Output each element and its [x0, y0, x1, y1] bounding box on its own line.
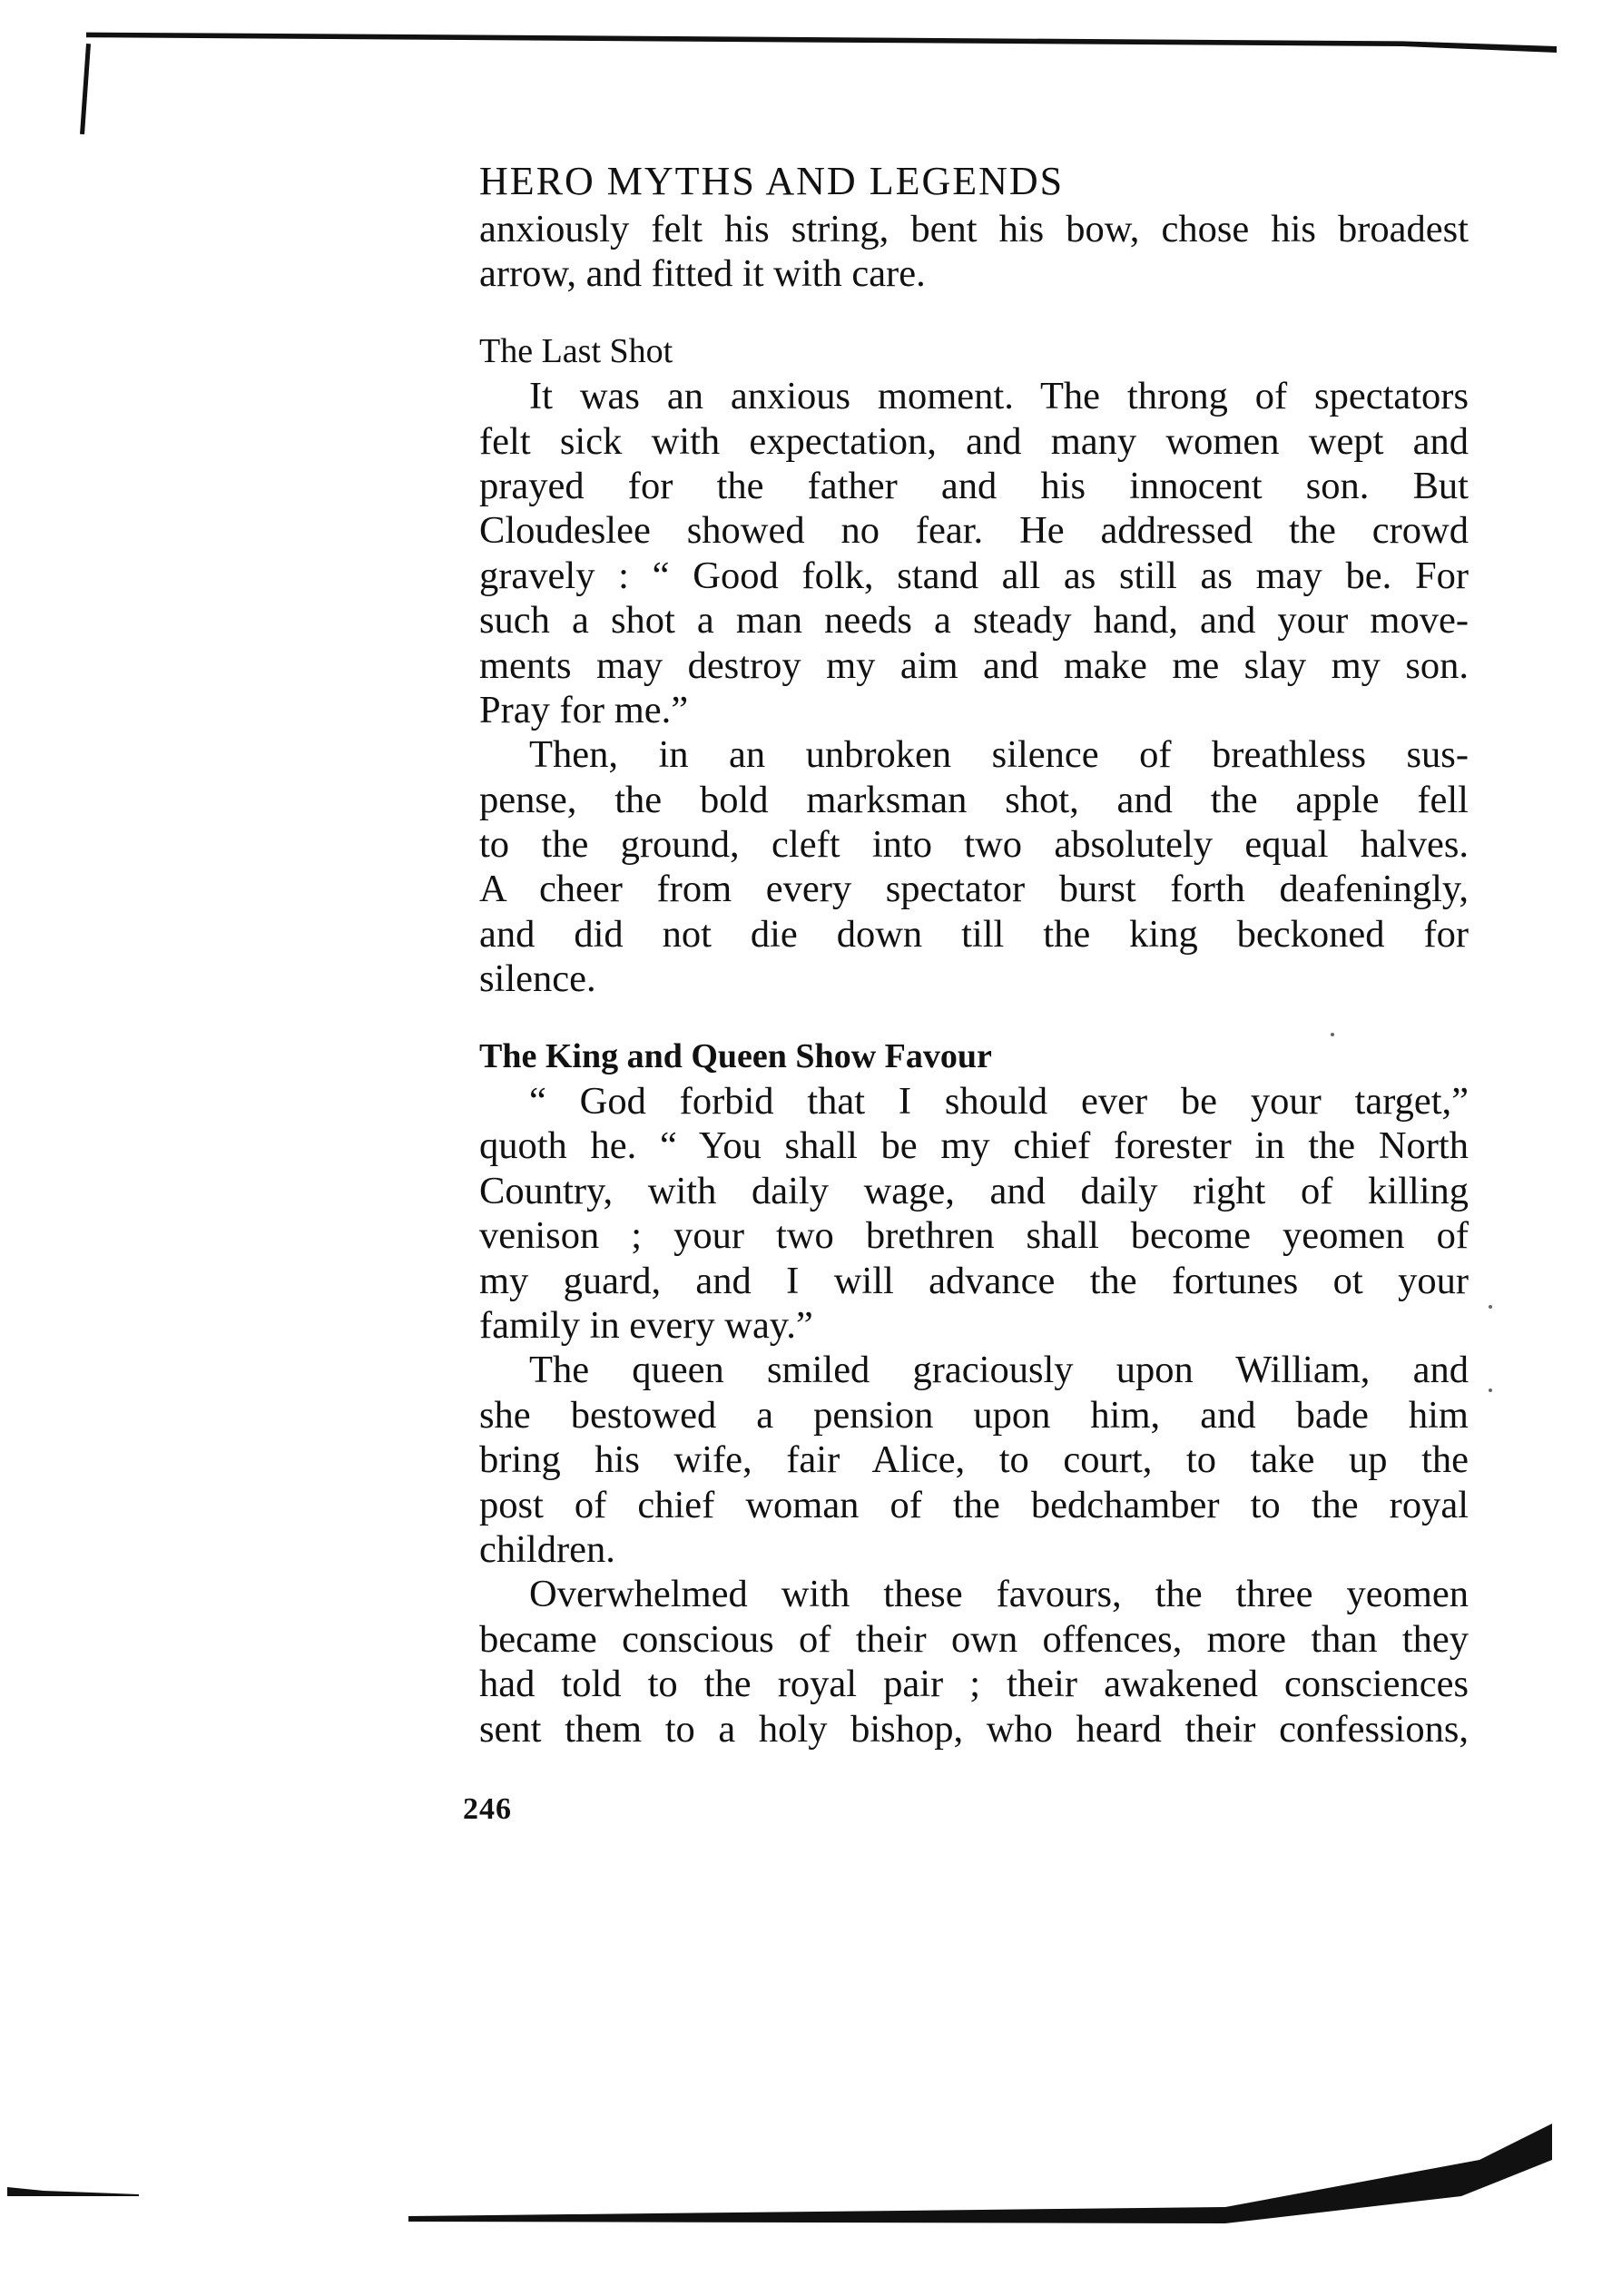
text-line: pense, the bold marksman shot, and the apple fell — [479, 778, 1469, 821]
text-line: The queen smiled graciously upon William, and — [529, 1349, 1469, 1392]
text-line: arrow, and fitted it with care. — [479, 252, 926, 296]
text-line: prayed for the father and his innocent son. But — [479, 464, 1469, 507]
text-line: gravely : “ Good folk, stand all as still as may be. For — [479, 554, 1469, 597]
scan-edge-top — [86, 27, 1557, 53]
scan-speck — [1489, 1305, 1492, 1309]
scan-speck — [1489, 1388, 1492, 1392]
text-line: had told to the royal pair ; their awakened consciences — [479, 1663, 1469, 1706]
body-text — [479, 207, 1469, 1751]
text-line: “ God forbid that I should ever be your target,” — [529, 1080, 1469, 1123]
text-line: children. — [479, 1527, 615, 1571]
scan-edge-bottom — [408, 2105, 1552, 2232]
scan-edge-bottom-left — [7, 2185, 139, 2198]
text-line: such a shot a man needs a steady hand, and your move- — [479, 599, 1469, 643]
text-line: post of chief woman of the bedchamber to the royal — [479, 1483, 1469, 1526]
text-line: she bestowed a pension upon him, and bade him — [479, 1393, 1469, 1437]
text-line: anxiously felt his string, bent his bow, chose his broadest — [479, 208, 1469, 250]
text-line: to the ground, cleft into two absolutely equal halves. — [479, 823, 1469, 867]
text-line: silence. — [479, 957, 596, 1001]
page-number: 246 — [463, 1792, 512, 1826]
text-line: It was an anxious moment. The throng of spectators — [529, 375, 1469, 418]
text-line: felt sick with expectation, and many women wept and — [479, 419, 1469, 463]
text-line: Overwhelmed with these favours, the three yeomen — [529, 1573, 1469, 1616]
text-line: Pray for me.” — [479, 688, 689, 731]
text-line: sent them to a holy bishop, who heard their confessions, — [479, 1707, 1469, 1751]
text-line: bring his wife, fair Alice, to court, to take up the — [479, 1438, 1469, 1482]
running-head: HERO MYTHS AND LEGENDS — [479, 159, 1065, 203]
text-line: family in every way.” — [479, 1303, 813, 1347]
text-line: A cheer from every spectator burst forth deafeningly, — [479, 868, 1469, 911]
text-line: Country, with daily wage, and daily right of killing — [479, 1169, 1469, 1212]
text-line: Then, in an unbroken silence of breathless sus- — [529, 733, 1469, 777]
text-line: Cloudeslee showed no fear. He addressed the crowd — [479, 509, 1469, 553]
section-heading: The King and Queen Show Favour — [479, 1036, 992, 1075]
section-heading: The Last Shot — [479, 331, 673, 370]
text-line: quoth he. “ You shall be my chief forester in the North — [479, 1124, 1469, 1168]
text-line: venison ; your two brethren shall become yeomen of — [479, 1214, 1469, 1258]
text-line: and did not die down till the king beckoned for — [479, 912, 1469, 956]
text-line: became conscious of their own offences, more than they — [479, 1617, 1469, 1661]
scan-edge-left — [80, 44, 91, 134]
text-line: ments may destroy my aim and make me slay my son. — [479, 643, 1469, 687]
text-line: my guard, and I will advance the fortunes ot your — [479, 1259, 1469, 1302]
